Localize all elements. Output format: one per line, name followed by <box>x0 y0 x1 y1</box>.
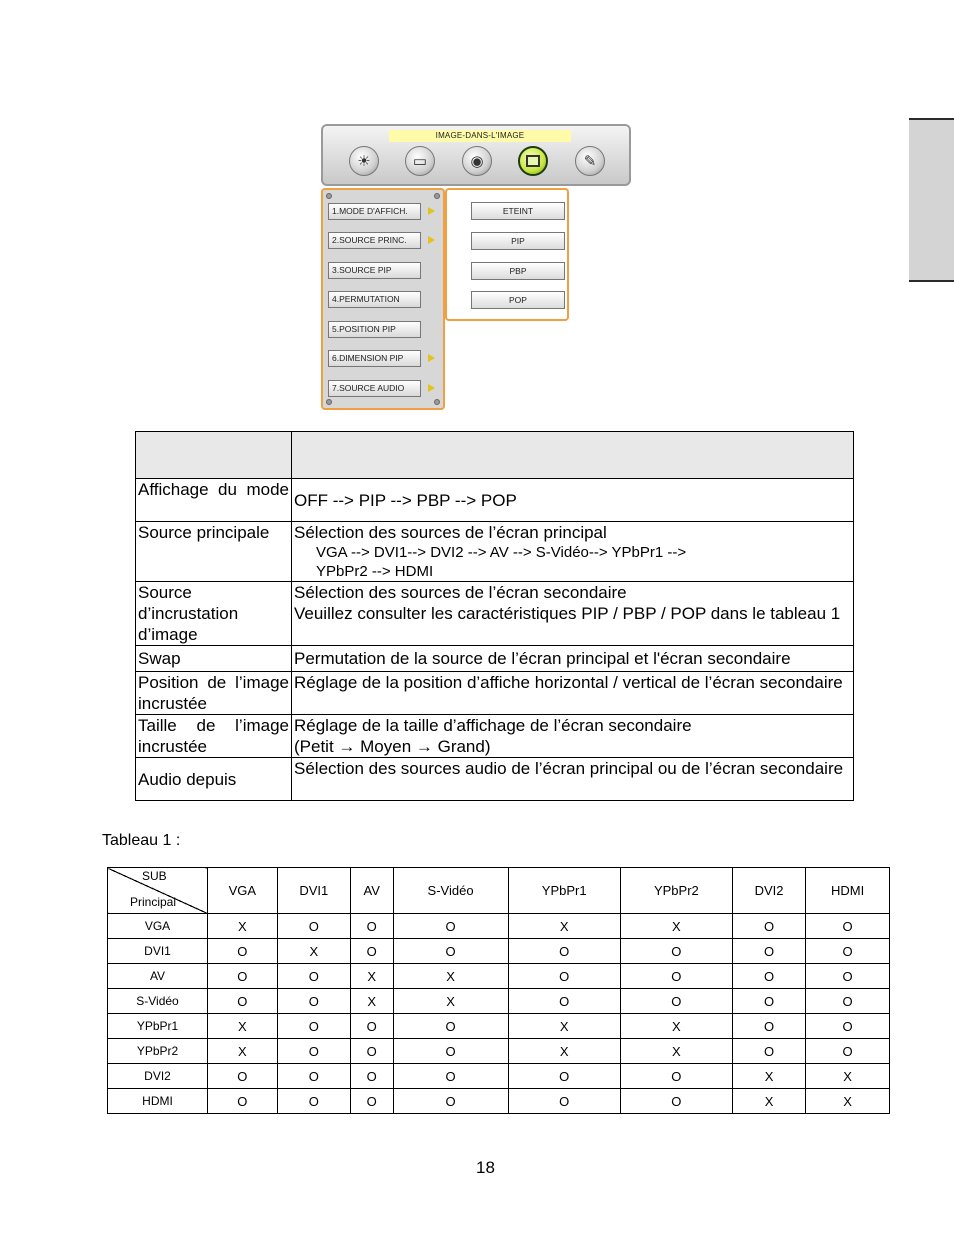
table-header-row <box>108 868 890 914</box>
compat-cell: X <box>732 1064 805 1089</box>
osd-menu-item[interactable]: 5.POSITION PIP <box>328 321 421 338</box>
compat-cell: O <box>620 1089 732 1114</box>
row-header: AV <box>108 964 208 989</box>
page-number: 18 <box>476 1158 495 1177</box>
compat-cell: X <box>208 1014 278 1039</box>
compat-cell: O <box>508 1064 620 1089</box>
compat-cell: O <box>732 989 805 1014</box>
compat-cell: O <box>732 964 805 989</box>
compat-cell: O <box>732 1039 805 1064</box>
table-row <box>136 715 854 758</box>
row-desc: Sélection des sources de l’écran principal <box>294 523 607 542</box>
row-desc-cell <box>292 715 854 758</box>
compat-cell: X <box>620 1014 732 1039</box>
camera-icon: ◉ <box>462 146 492 176</box>
compat-cell: O <box>393 1039 508 1064</box>
compat-cell: O <box>277 914 350 939</box>
compat-cell: O <box>806 914 890 939</box>
compat-cell: X <box>208 1039 278 1064</box>
column-header: AV <box>350 868 393 914</box>
pip-icon <box>518 146 548 176</box>
compat-cell: O <box>393 1089 508 1114</box>
compat-cell: O <box>277 1039 350 1064</box>
compat-cell: O <box>277 1014 350 1039</box>
compat-cell: X <box>277 939 350 964</box>
row-detail: Veuillez consulter les caractéristiques PIP / PBP / POP dans le tableau 1 <box>294 604 841 623</box>
osd-menu-item[interactable]: 6.DIMENSION PIP <box>328 350 421 367</box>
row-desc: Réglage de la position d’affiche horizontal / vertical de l’écran secondaire <box>292 672 854 715</box>
display-icon: ▭ <box>405 146 435 176</box>
compat-cell: O <box>277 1064 350 1089</box>
compat-cell: O <box>806 1014 890 1039</box>
column-header: YPbPr1 <box>508 868 620 914</box>
compat-cell: O <box>620 1064 732 1089</box>
table-row <box>108 1014 890 1039</box>
screw-icon <box>434 193 440 199</box>
compat-cell: O <box>350 1064 393 1089</box>
row-detail: (Petit → Moyen → Grand) <box>294 737 491 756</box>
row-name: Affichage du mode <box>136 479 292 522</box>
compat-cell: X <box>508 1039 620 1064</box>
row-header: S-Vidéo <box>108 989 208 1014</box>
column-header: DVI1 <box>277 868 350 914</box>
row-name: Source principale <box>136 522 292 582</box>
osd-option-button[interactable]: ETEINT <box>471 202 565 220</box>
corner-principal-label: Principal <box>130 895 177 909</box>
compat-cell: O <box>732 939 805 964</box>
osd-top-bar <box>321 124 631 186</box>
table-header-row <box>136 432 854 479</box>
compat-cell: O <box>208 1064 278 1089</box>
screw-icon <box>326 399 332 405</box>
column-header: DVI2 <box>732 868 805 914</box>
compat-cell: X <box>393 989 508 1014</box>
compat-cell: O <box>508 1089 620 1114</box>
table-row <box>136 758 854 801</box>
header-cell <box>292 432 854 479</box>
compat-cell: O <box>508 989 620 1014</box>
row-desc: Sélection des sources audio de l’écran principal ou de l’écran secondaire <box>292 758 854 801</box>
table-row <box>108 989 890 1014</box>
compat-cell: O <box>620 964 732 989</box>
compat-cell: O <box>350 1014 393 1039</box>
compat-cell: O <box>277 964 350 989</box>
compat-cell: O <box>208 964 278 989</box>
row-header: DVI2 <box>108 1064 208 1089</box>
corner-sub-label: SUB <box>142 869 167 883</box>
table-row <box>108 964 890 989</box>
compat-cell: X <box>350 989 393 1014</box>
brightness-icon: ☀ <box>349 146 379 176</box>
compat-cell: O <box>393 1014 508 1039</box>
compat-cell: O <box>732 1014 805 1039</box>
compat-cell: O <box>208 1089 278 1114</box>
row-header: DVI1 <box>108 939 208 964</box>
column-header: VGA <box>208 868 278 914</box>
osd-title: IMAGE-DANS-L'IMAGE <box>389 130 571 142</box>
osd-options-panel <box>445 188 569 321</box>
compat-cell: X <box>508 914 620 939</box>
row-header: HDMI <box>108 1089 208 1114</box>
tools-icon: ✎ <box>575 146 605 176</box>
compat-cell: O <box>277 989 350 1014</box>
column-header: YPbPr2 <box>620 868 732 914</box>
osd-menu-item[interactable]: 3.SOURCE PIP <box>328 262 421 279</box>
table-row <box>108 1089 890 1114</box>
osd-option-button[interactable]: PBP <box>471 262 565 280</box>
row-desc-cell <box>292 582 854 646</box>
compat-cell: O <box>508 964 620 989</box>
table-row <box>108 939 890 964</box>
column-header: HDMI <box>806 868 890 914</box>
table-row <box>136 582 854 646</box>
submenu-arrow-icon <box>428 236 435 244</box>
compat-cell: O <box>620 939 732 964</box>
row-detail: YPbPr2 --> HDMI <box>316 563 434 580</box>
table-row <box>136 522 854 582</box>
table-row <box>136 672 854 715</box>
compatibility-table <box>107 867 890 1114</box>
compat-cell: O <box>806 1039 890 1064</box>
side-tab-marker <box>909 118 954 282</box>
osd-option-button[interactable]: POP <box>471 291 565 309</box>
column-header: S-Vidéo <box>393 868 508 914</box>
compat-cell: O <box>393 1064 508 1089</box>
screw-icon <box>326 193 332 199</box>
row-name: Position de l’image incrustée <box>136 672 292 715</box>
compat-cell: O <box>393 914 508 939</box>
compat-cell: O <box>620 989 732 1014</box>
submenu-arrow-icon <box>428 207 435 215</box>
function-table <box>135 431 854 801</box>
compat-cell: X <box>806 1064 890 1089</box>
row-header: YPbPr1 <box>108 1014 208 1039</box>
osd-menu-item[interactable]: 4.PERMUTATION <box>328 291 421 308</box>
table-row <box>108 914 890 939</box>
compat-cell: X <box>208 914 278 939</box>
row-name: Source d’incrustation d’image <box>136 582 292 646</box>
row-name: Audio depuis <box>136 758 292 801</box>
row-detail: VGA --> DVI1--> DVI2 --> AV --> S-Vidéo--> YPbPr1 --> <box>316 544 687 561</box>
compat-cell: O <box>208 939 278 964</box>
compat-cell: O <box>277 1089 350 1114</box>
osd-option-button[interactable]: PIP <box>471 232 565 250</box>
compat-cell: O <box>350 914 393 939</box>
compat-cell: O <box>806 939 890 964</box>
compat-cell: O <box>350 1089 393 1114</box>
row-desc-cell <box>292 522 854 582</box>
row-header: YPbPr2 <box>108 1039 208 1064</box>
osd-menu-panel <box>321 188 445 410</box>
osd-menu-item[interactable]: 1.MODE D'AFFICH. <box>328 203 421 220</box>
row-name: Swap <box>136 646 292 672</box>
compat-cell: X <box>393 964 508 989</box>
submenu-arrow-icon <box>428 354 435 362</box>
compat-cell: O <box>806 989 890 1014</box>
compat-cell: O <box>806 964 890 989</box>
compat-cell: X <box>732 1089 805 1114</box>
submenu-arrow-icon <box>428 384 435 392</box>
table-row <box>136 646 854 672</box>
screw-icon <box>434 399 440 405</box>
row-header: VGA <box>108 914 208 939</box>
table-row <box>136 479 854 522</box>
compat-cell: O <box>350 1039 393 1064</box>
table-row <box>108 1039 890 1064</box>
table-row <box>108 1064 890 1089</box>
compat-cell: O <box>393 939 508 964</box>
compat-cell: O <box>208 989 278 1014</box>
compat-cell: O <box>732 914 805 939</box>
header-cell <box>136 432 292 479</box>
compat-cell: O <box>350 939 393 964</box>
compat-cell: O <box>508 939 620 964</box>
row-desc: Réglage de la taille d’affichage de l’écran secondaire <box>294 716 692 735</box>
compat-cell: X <box>620 1039 732 1064</box>
osd-menu-item[interactable]: 2.SOURCE PRINC. <box>328 232 421 249</box>
compat-cell: X <box>620 914 732 939</box>
row-desc: Sélection des sources de l’écran secondaire <box>294 583 627 602</box>
table-caption: Tableau 1 : <box>102 832 181 849</box>
row-desc: Permutation de la source de l’écran principal et l'écran secondaire <box>292 646 854 672</box>
osd-menu-item[interactable]: 7.SOURCE AUDIO <box>328 380 421 397</box>
compat-cell: X <box>806 1089 890 1114</box>
corner-cell <box>108 868 208 914</box>
row-desc: OFF --> PIP --> PBP --> POP <box>292 479 854 522</box>
row-name: Taille de l’image incrustée <box>136 715 292 758</box>
compat-cell: X <box>350 964 393 989</box>
compat-cell: X <box>508 1014 620 1039</box>
